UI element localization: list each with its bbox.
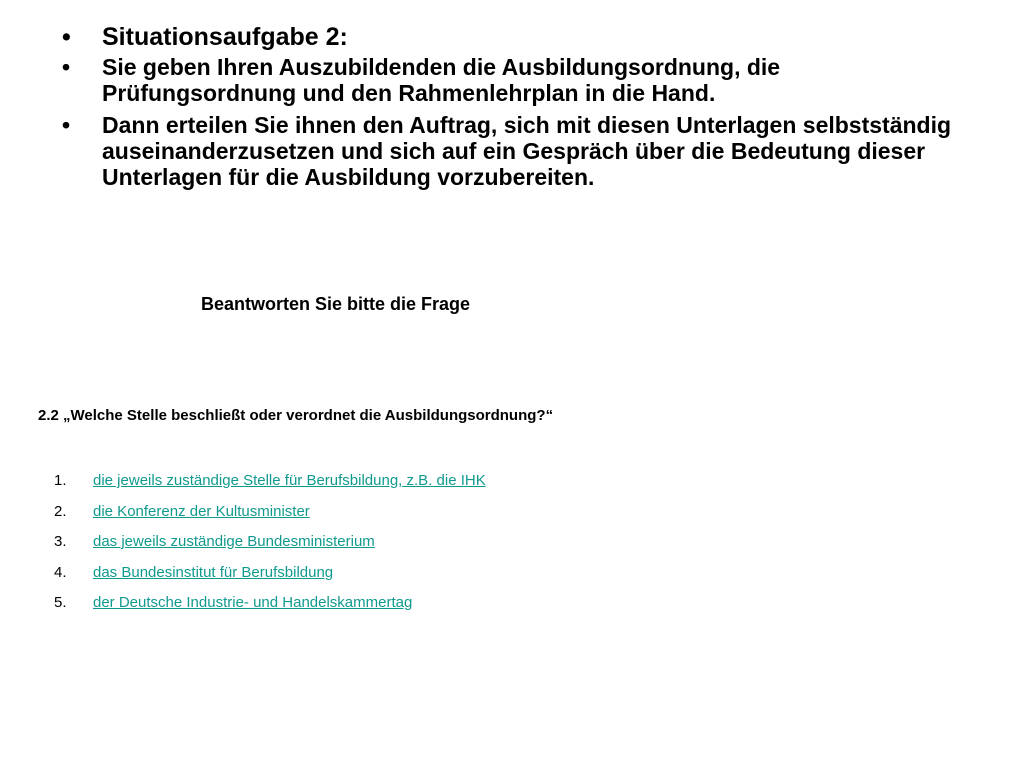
bullet-task-description bbox=[62, 54, 962, 106]
task-description: Sie geben Ihren Auszubildenden die Ausbildungsordnung, die Prüfungsordnung und den Rahmenlehrplan in die Hand. bbox=[102, 54, 781, 106]
answer-option-3 bbox=[54, 532, 486, 563]
answer-link-2[interactable]: die Konferenz der Kultusminister bbox=[93, 502, 310, 520]
answer-link-1[interactable]: die jeweils zuständige Stelle für Berufsbildung, z.B. die IHK bbox=[93, 472, 486, 489]
task-instruction: Dann erteilen Sie ihnen den Auftrag, sich mit diesen Unterlagen selbstständig auseinanderzusetzen und sich auf ein Gespräch über die Bedeutung dieser Unterlagen für die Ausbildung vorzubereiten. bbox=[102, 112, 952, 190]
bullet-task-instruction bbox=[62, 112, 962, 190]
bullet-task-title bbox=[62, 22, 962, 52]
task-title: Situationsaufgabe 2: bbox=[102, 23, 348, 51]
answer-option-4 bbox=[54, 563, 486, 594]
answer-number: 2. bbox=[54, 502, 67, 520]
answer-link-4[interactable]: das Bundesinstitut für Berufsbildung bbox=[93, 563, 334, 581]
answer-number: 3. bbox=[54, 533, 67, 550]
answer-prompt: Beantworten Sie bitte die Frage bbox=[201, 294, 471, 314]
answer-option-1 bbox=[54, 471, 486, 502]
bullet-icon: • bbox=[62, 54, 71, 80]
answer-options-list bbox=[54, 471, 486, 624]
task-bullet-list bbox=[62, 22, 962, 196]
bullet-icon: • bbox=[62, 23, 71, 51]
answer-link-5[interactable]: der Deutsche Industrie- und Handelskammertag bbox=[93, 594, 413, 611]
answer-option-2 bbox=[54, 502, 486, 533]
bullet-icon: • bbox=[62, 112, 71, 138]
answer-link-3[interactable]: das jeweils zuständige Bundesministerium bbox=[93, 533, 375, 550]
answer-number: 5. bbox=[54, 594, 67, 611]
answer-option-5 bbox=[54, 593, 486, 624]
answer-number: 1. bbox=[54, 472, 67, 489]
question-text: 2.2 „Welche Stelle beschließt oder verordnet die Ausbildungsordnung?“ bbox=[38, 407, 554, 424]
answer-number: 4. bbox=[54, 563, 67, 581]
